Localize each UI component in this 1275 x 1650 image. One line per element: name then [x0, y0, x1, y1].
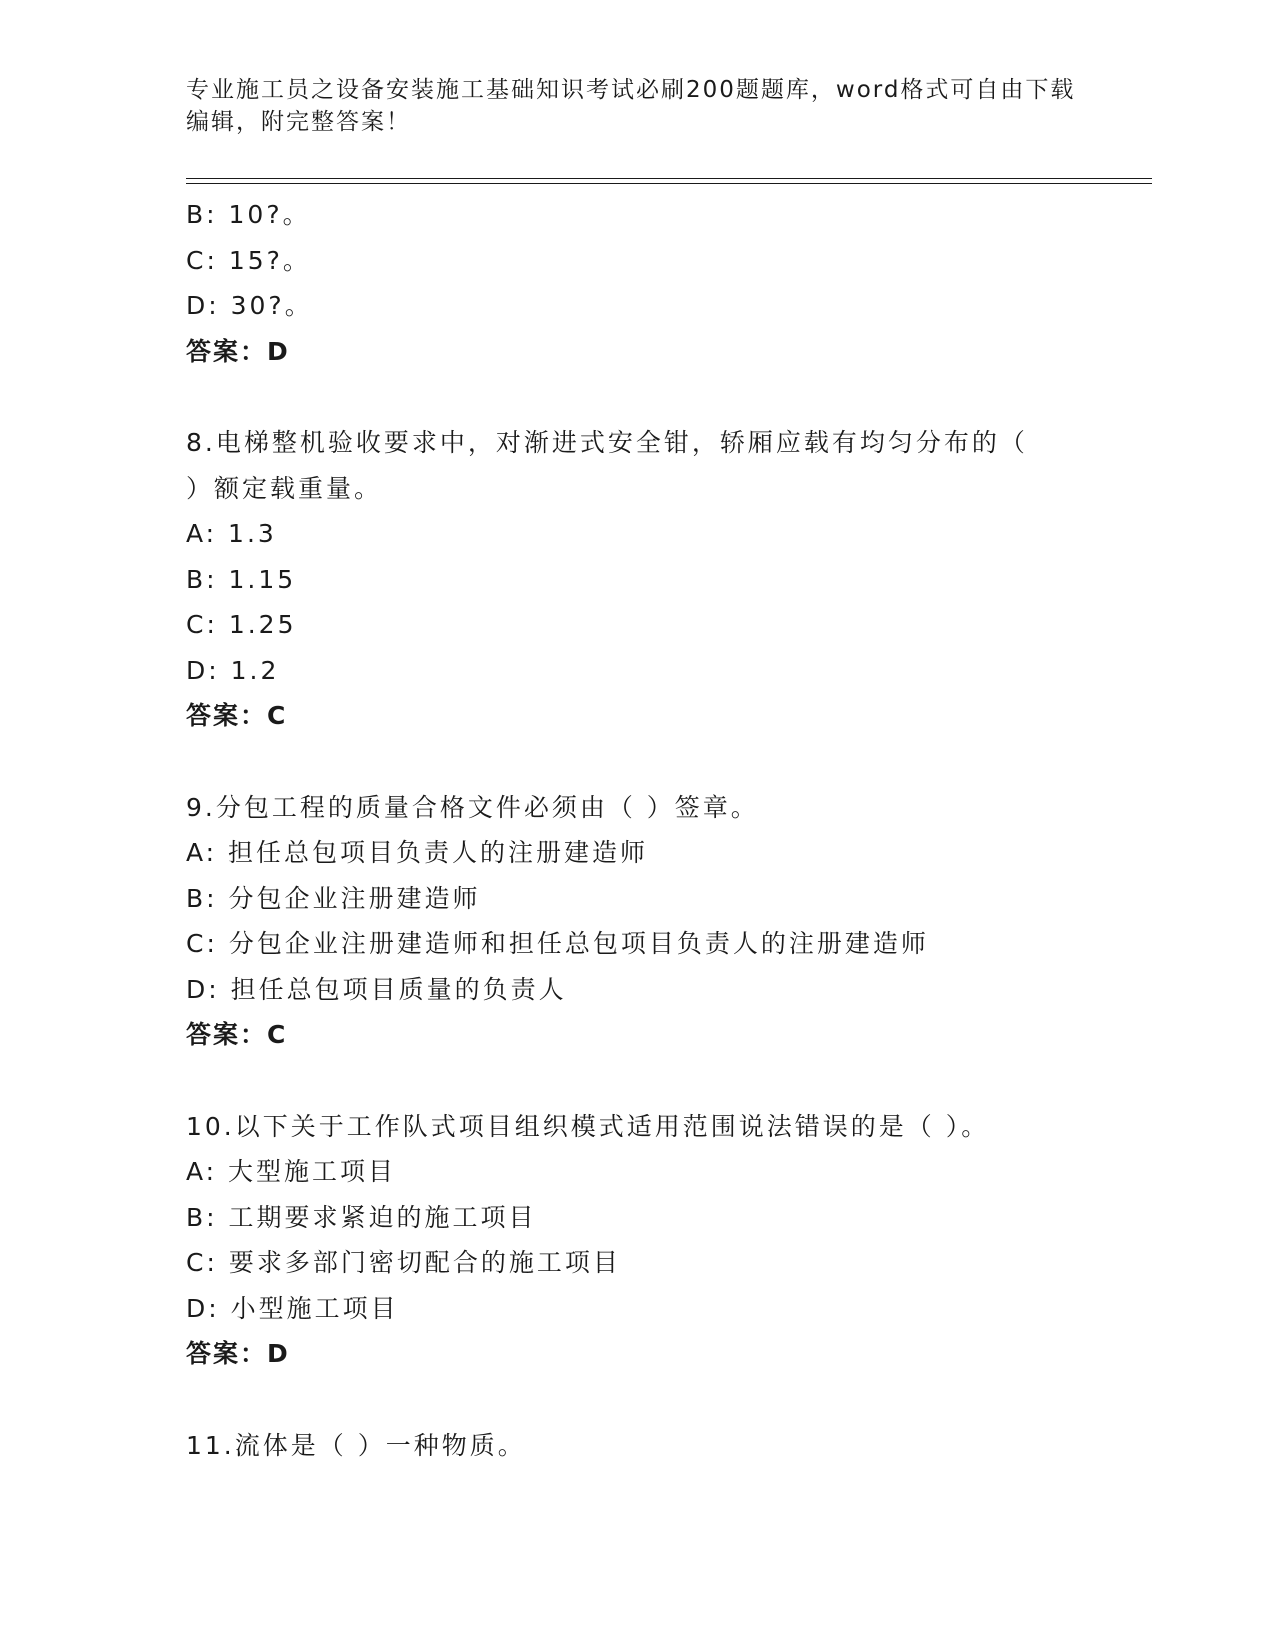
question-text-line-1: 9.分包工程的质量合格文件必须由（ ）签章。	[186, 792, 759, 822]
option-d: D: 30?。	[186, 291, 313, 320]
question-text-line-2: ）额定载重量。	[186, 473, 383, 503]
option-c: C: 要求多部门密切配合的施工项目	[186, 1248, 621, 1277]
document-body	[186, 192, 1152, 1468]
answer-line: 答案：C	[186, 1020, 288, 1049]
header-divider-bottom	[186, 183, 1152, 184]
option-b: B: 10?。	[186, 200, 311, 229]
option-b: B: 1.15	[186, 564, 297, 594]
option-a: A: 大型施工项目	[186, 1157, 397, 1186]
document-header	[186, 74, 1086, 138]
question-7-continued	[186, 192, 1152, 374]
option-b: B: 工期要求紧迫的施工项目	[186, 1202, 537, 1232]
answer-line: 答案：D	[186, 1339, 290, 1368]
option-a: A: 1.3	[186, 519, 277, 548]
question-text-line-1: 8.电梯整机验收要求中，对渐进式安全钳，轿厢应载有均匀分布的（	[186, 428, 1028, 457]
question-11	[186, 1423, 1152, 1469]
option-d: D: 担任总包项目质量的负责人	[186, 974, 567, 1004]
header-line-1: 专业施工员之设备安装施工基础知识考试必刷200题题库，word格式可自由下载	[186, 77, 1076, 103]
question-10	[186, 1104, 1152, 1377]
answer-line: 答案：C	[186, 701, 288, 730]
spacer	[186, 1058, 1152, 1104]
option-c: C: 1.25	[186, 610, 297, 639]
option-c: C: 分包企业注册建造师和担任总包项目负责人的注册建造师	[186, 929, 929, 958]
spacer	[186, 739, 1152, 785]
option-c: C: 15?。	[186, 245, 311, 275]
spacer	[186, 374, 1152, 420]
option-d: D: 1.2	[186, 655, 280, 685]
question-text-line-1: 11.流体是（ ）一种物质。	[186, 1430, 526, 1460]
option-a: A: 担任总包项目负责人的注册建造师	[186, 838, 649, 867]
option-b: B: 分包企业注册建造师	[186, 883, 481, 913]
option-d: D: 小型施工项目	[186, 1293, 399, 1323]
spacer	[186, 1377, 1152, 1423]
answer-line: 答案：D	[186, 336, 290, 366]
header-line-2: 编辑，附完整答案！	[186, 109, 411, 135]
question-9	[186, 785, 1152, 1058]
header-divider-top	[186, 178, 1152, 179]
question-8	[186, 420, 1152, 739]
question-text-line-1: 10.以下关于工作队式项目组织模式适用范围说法错误的是（ ）。	[186, 1111, 990, 1141]
